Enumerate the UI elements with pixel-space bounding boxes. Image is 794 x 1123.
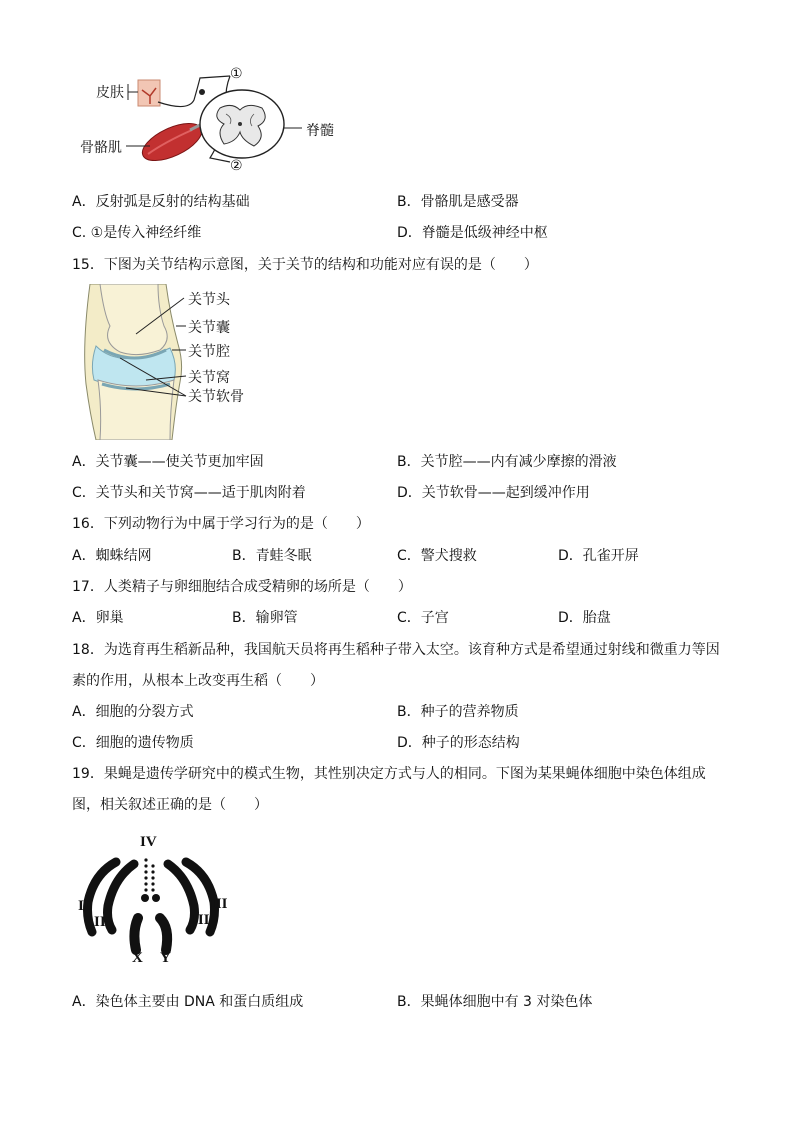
joint-figure	[80, 284, 280, 440]
marker-1: ①	[230, 66, 243, 82]
q18-option-b: B．种子的营养物质	[397, 704, 519, 720]
q17-option-c: C．子宫	[397, 610, 449, 626]
chromosome-iii-label-b: III	[192, 912, 210, 928]
q17-stem: 17．人类精子与卵细胞结合成受精卵的场所是（ ）	[72, 579, 412, 595]
q19-stem-line2: 图，相关叙述正确的是（ ）	[72, 797, 268, 813]
skin-label: 皮肤	[96, 85, 124, 101]
q16-stem: 16．下列动物行为中属于学习行为的是（ ）	[72, 516, 370, 532]
q14-option-c: C. ①是传入神经纤维	[72, 225, 202, 241]
chromosome-y-label: Y	[160, 950, 171, 966]
q15-option-c: C．关节头和关节窝——适于肌肉附着	[72, 485, 306, 501]
joint-cavity-label: 关节腔	[188, 344, 230, 360]
joint-cartilage-label: 关节软骨	[188, 389, 244, 405]
q18-option-c: C．细胞的遗传物质	[72, 735, 194, 751]
q19-stem-line1: 19．果蝇是遗传学研究中的模式生物，其性别决定方式与人的相同。下图为某果蝇体细胞中染色体组成	[72, 766, 706, 782]
reflex-arc-figure	[70, 62, 360, 187]
joint-head-label: 关节头	[188, 292, 230, 308]
q17-option-b: B．输卵管	[232, 610, 298, 626]
q16-option-d: D．孔雀开屏	[558, 548, 639, 564]
q15-option-b: B．关节腔——内有减少摩擦的滑液	[397, 454, 617, 470]
chromosome-iv-label: IV	[140, 834, 157, 850]
q17-option-a: A．卵巢	[72, 610, 124, 626]
q17-option-d: D．胎盘	[558, 610, 611, 626]
q15-stem: 15．下图为关节结构示意图，关于关节的结构和功能对应有误的是（ ）	[72, 257, 538, 273]
q15-option-d: D．关节软骨——起到缓冲作用	[397, 485, 590, 501]
chromosome-x-label: X	[132, 950, 143, 966]
q16-option-c: C．警犬搜救	[397, 548, 477, 564]
q18-option-a: A．细胞的分裂方式	[72, 704, 194, 720]
q16-option-b: B．青蛙冬眠	[232, 548, 312, 564]
q18-stem-line2: 素的作用，从根本上改变再生稻（ ）	[72, 673, 324, 689]
q15-option-a: A．关节囊——使关节更加牢固	[72, 454, 264, 470]
chromosome-ii-label-a: II	[78, 898, 90, 914]
spinal-cord-label: 脊髓	[306, 123, 334, 139]
joint-capsule-label: 关节囊	[188, 320, 230, 336]
marker-2: ②	[230, 158, 243, 174]
q19-option-b: B．果蝇体细胞中有 3 对染色体	[397, 994, 593, 1010]
q14-option-d: D．脊髓是低级神经中枢	[397, 225, 548, 241]
chromosome-ii-label-b: II	[94, 914, 106, 930]
q14-option-b: B．骨骼肌是感受器	[397, 194, 519, 210]
q19-option-a: A．染色体主要由 DNA 和蛋白质组成	[72, 994, 304, 1010]
joint-drawing	[80, 284, 280, 440]
chromosome-iii-label-a: III	[210, 896, 228, 912]
q14-option-a: A．反射弧是反射的结构基础	[72, 194, 250, 210]
q16-option-a: A．蜘蛛结网	[72, 548, 152, 564]
q18-stem-line1: 18．为选育再生稻新品种，我国航天员将再生稻种子带入太空。该育种方式是希望通过射线和微重力等因	[72, 642, 720, 658]
q18-option-d: D．种子的形态结构	[397, 735, 520, 751]
muscle-label: 骨骼肌	[80, 140, 122, 156]
chromosome-figure	[76, 832, 236, 968]
joint-socket-label: 关节窝	[188, 370, 230, 386]
